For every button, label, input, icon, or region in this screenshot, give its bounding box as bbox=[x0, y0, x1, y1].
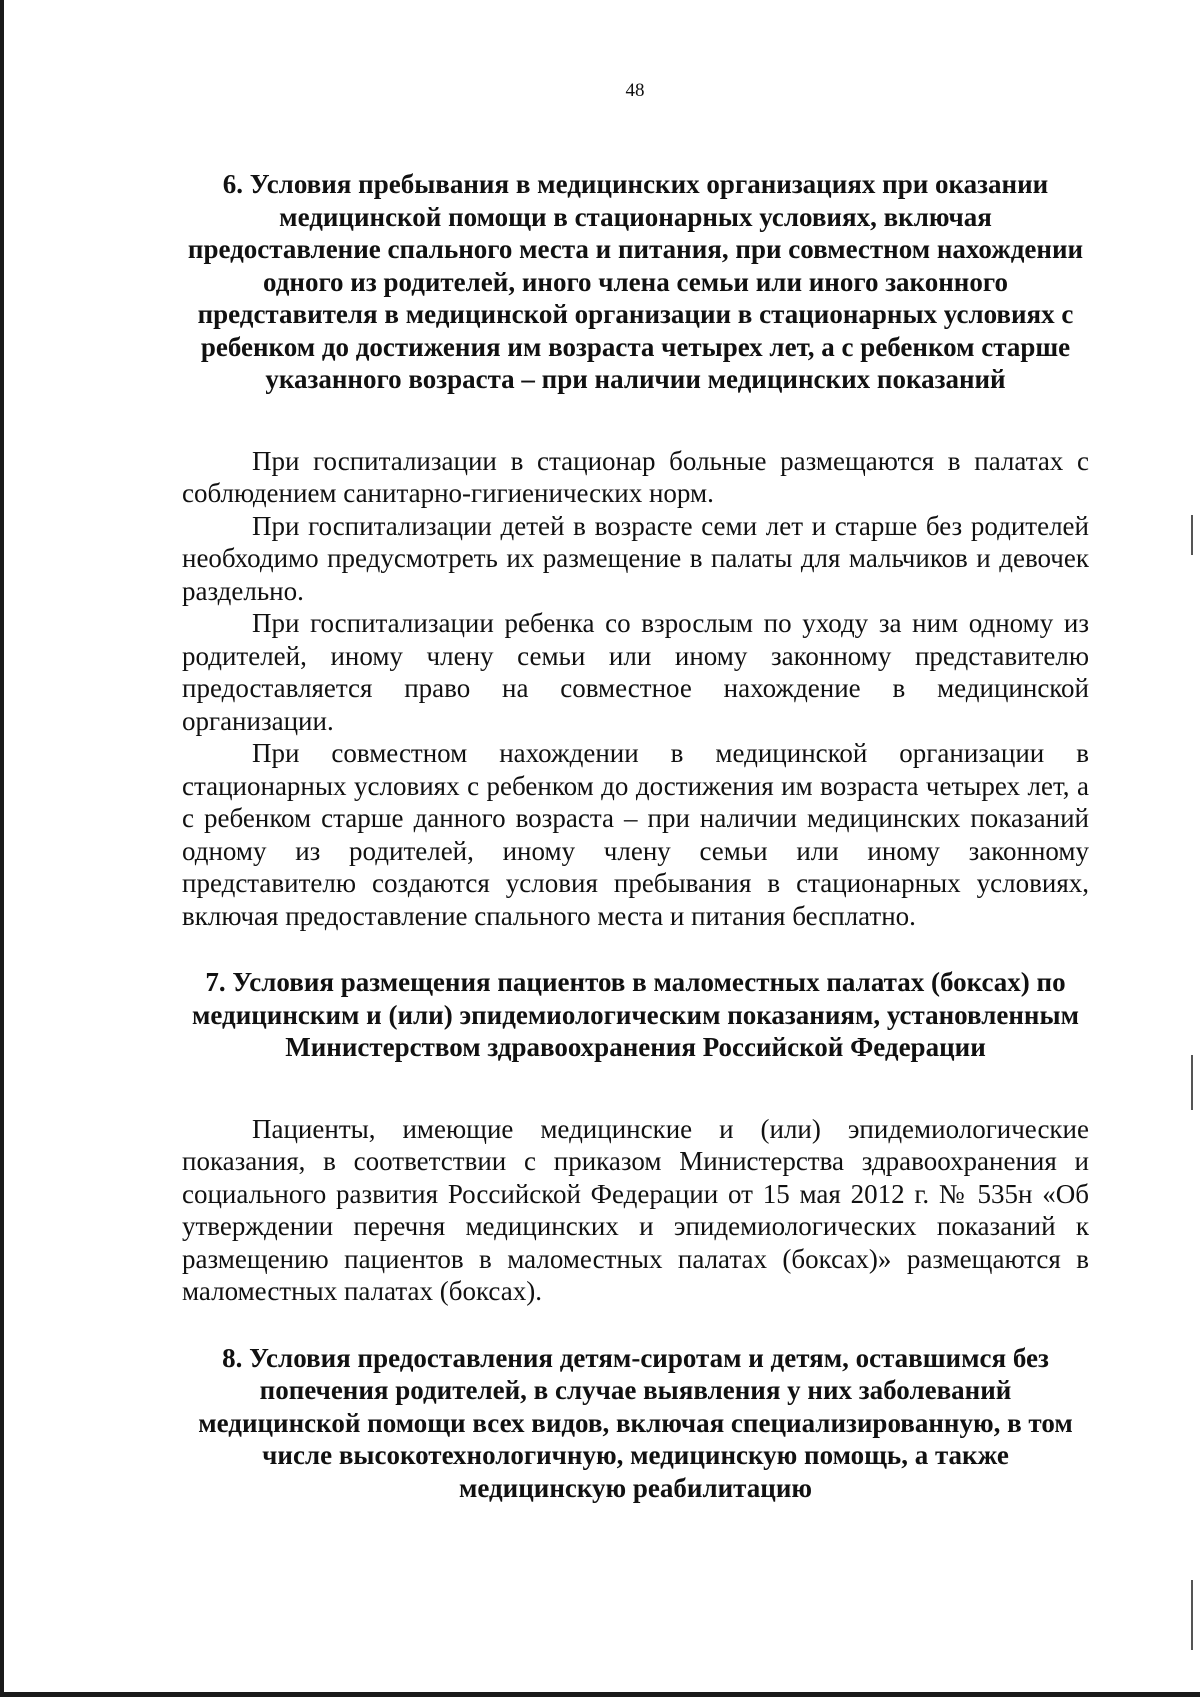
scan-mark bbox=[1191, 1055, 1193, 1110]
section-heading: 6. Условия пребывания в медицинских организациях при оказании медицинской помощи в стационарных условиях, включая предоставление спального места и питания, при совместном нахождении одного из родителей, иного члена семьи или иного законного представителя в медицинской организации в стационарных условиях с ребенком до достижения им возраста четырех лет, а с ребенком старше указанного возраста – при наличии медицинских показаний bbox=[187, 169, 1084, 394]
paragraph: При совместном нахождении в медицинской организации в стационарных условиях с ребенком до достижения им возраста четырех лет, а с ребенком старше данного возраста – при наличии медицинских показаний одному из родителей, иному члену семьи или иному законному представителю создаются условия пребывания в стационарных условиях, включая предоставление спального места и питания бесплатно. bbox=[182, 738, 1089, 931]
paragraph: При госпитализации ребенка со взрослым по уходу за ним одному из родителей, иному члену семьи или иному законному представителю предоставляется право на совместное нахождение в медицинской организации. bbox=[182, 608, 1089, 736]
document-body bbox=[182, 168, 1089, 1504]
section-heading: 8. Условия предоставления детям-сиротам и детям, оставшимся без попечения родителей, в случае выявления у них заболеваний медицинской помощи всех видов, включая специализированную, в том числе высокотехнологичную, медицинскую помощь, а также медицинскую реабилитацию bbox=[198, 1342, 1073, 1503]
page-number: 48 bbox=[625, 80, 645, 101]
scan-mark bbox=[1191, 1580, 1193, 1650]
scan-edge-left bbox=[0, 0, 4, 1697]
section-6 bbox=[182, 168, 1089, 932]
scan-mark bbox=[1191, 515, 1193, 555]
section-heading: 7. Условия размещения пациентов в маломестных палатах (боксах) по медицинским и (или) эпидемиологическим показаниям, установленным Министерством здравоохранения Российской Федерации bbox=[192, 967, 1079, 1062]
section-7 bbox=[182, 966, 1089, 1308]
section-8 bbox=[182, 1342, 1089, 1505]
scan-edge-bottom bbox=[0, 1692, 1200, 1697]
paragraph: При госпитализации в стационар больные размещаются в палатах с соблюдением санитарно-гигиенических норм. bbox=[182, 445, 1089, 508]
paragraph: Пациенты, имеющие медицинские и (или) эпидемиологические показания, в соответствии с приказом Министерства здравоохранения и социального развития Российской Федерации от 15 мая 2012 г. № 535н «Об утверждении перечня медицинских и эпидемиологических показаний к размещению пациентов в маломестных палатах (боксах)» размещаются в маломестных палатах (боксах). bbox=[182, 1113, 1089, 1306]
paragraph: При госпитализации детей в возрасте семи лет и старше без родителей необходимо предусмотреть их размещение в палаты для мальчиков и девочек раздельно. bbox=[182, 510, 1089, 606]
